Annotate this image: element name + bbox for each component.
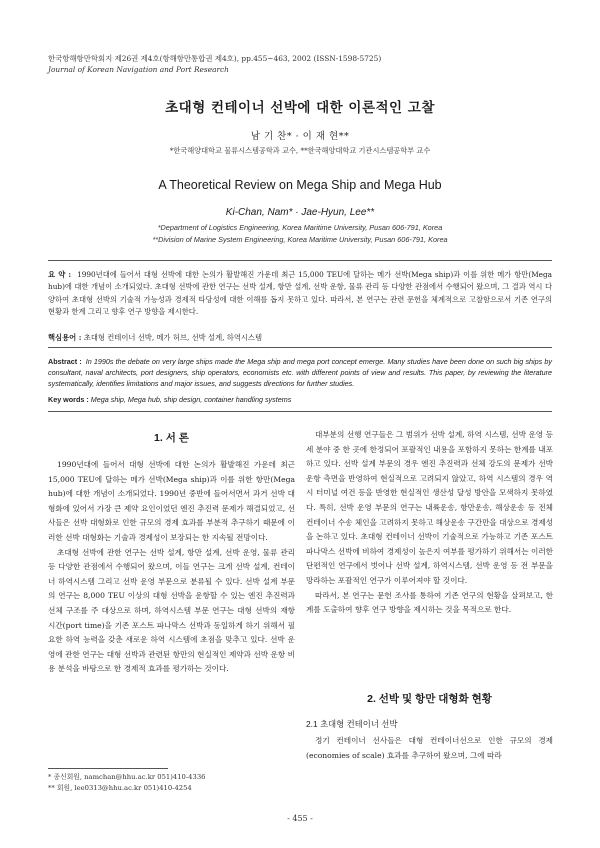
section1-paragraph-1: 1990년대에 들어서 대형 선박에 대한 논의가 활발해진 가운데 최근 15,000 TEU에 달하는 메가 선박(Mega ship)과 이를 위한 항만(Mega hub)에 대한 개념이 소개되었다. 1990년 중반에 들어서면서 과거 선박 대형화에 있어서 가장 큰 제약 요인이었던 엔진 추진력 문제가 해결되었고, 선사들은 선박 대형화로 인한 규모의 경제 효과를 부분적 추구하기 때문에 이러한 선박 대형화는 기술과 경제성이 보장되는 한 지속될 전망이다. xyxy=(48,460,295,542)
paper-title-en: A Theoretical Review on Mega Ship and Mega Hub xyxy=(158,178,442,192)
keywords-ko-text: 초대형 컨테이너 선박, 메가 허브, 선박 설계, 하역시스템 xyxy=(83,333,263,342)
section2-heading: 2. 선박 및 항만 대형화 현황 xyxy=(367,693,492,705)
journal-header xyxy=(48,53,568,75)
keywords-en xyxy=(48,395,552,404)
affiliation-en xyxy=(0,222,600,245)
page-number: - 455 - xyxy=(287,814,313,823)
journal-name-en: Journal of Korean Navigation and Port Research xyxy=(48,65,229,74)
right-paragraph-1: 대부분의 선행 연구들은 그 범위가 선박 설계, 하역 시스템, 선박 운영 등 세 분야 중 한 곳에 한정되어 포괄적인 내용을 포함하지 못하는 한계를 내포하고 있다. 선박 설계 부문의 경우 엔진 추진력과 선체 강도의 문제가 선박운항 측면을 반영하여 현실적으로 고려되지 않았고, 하역 시스템의 경우 역시 터미널 여건 등을 반영한 현실적인 생산성 달성 방안을 모색하지 못하였다. 특히, 선박 운영 부문의 연구는 내륙운송, 항만운송, 해상운송 등 전체 컨테이너 수송 체인을 고려하지 못하고 해상운송 구간만을 대상으로 경제성을 논하고 있다. 초대형 컨테이너 선박이 기술적으로 가능하고 기존 포스트 파나막스 선박에 비하여 경제성이 높은지 여부를 평가하기 위해서는 이러한 단편적인 연구에서 벗어나 선박 설계, 하역시스템, 선박 운영 등 전 부문을 망라하는 포괄적인 연구가 이루어져야 할 것이다. xyxy=(306,430,553,585)
journal-citation: 한국항해항만학회지 제26권 제4호(항해항만통합권 제4호), pp.455~463, 2002 (ISSN-1598-5725) xyxy=(48,54,382,63)
affiliation-en-1: *Department of Logistics Engineering, Korea Maritime University, Pusan 606-791, Korea xyxy=(157,223,443,232)
left-column-body xyxy=(48,458,295,677)
footnote-1: * 종신회원, namchan@hhu.ac.kr 051)410-4336 xyxy=(48,773,206,781)
subsection-2-1-body xyxy=(306,734,553,763)
affiliation-ko: *한국해양대학교 물류시스템공학과 교수, **한국해양대학교 기관시스템공학부 교수 xyxy=(169,146,431,155)
abstract-ko xyxy=(48,269,552,318)
abstract-ko-label: 요 약 : xyxy=(48,270,72,279)
subsection-2-1-paragraph: 정기 컨테이너 선사들은 대형 컨테이너선으로 인한 규모의 경제(economies of scale) 효과를 추구하여 왔으며, 그에 따라 xyxy=(306,736,553,760)
footnote-2: ** 회원, lee0313@hhu.ac.kr 051)410-4254 xyxy=(48,783,192,792)
affiliation-en-2: **Division of Marine System Engineering, Korea Maritime University, Pusan 606-791, Korea xyxy=(152,234,448,244)
footnotes xyxy=(48,772,295,793)
top-divider xyxy=(48,260,552,261)
keywords-en-text: Mega ship, Mega hub, ship design, container handling systems xyxy=(90,395,292,404)
right-column-body xyxy=(306,428,553,618)
right-paragraph-2: 따라서, 본 연구는 문헌 조사를 통하여 기존 연구의 현황을 살펴보고, 한계를 도출하여 향후 연구 방향을 제시하는 것을 목적으로 한다. xyxy=(306,590,553,615)
abstract-en xyxy=(48,356,552,389)
bottom-divider xyxy=(48,411,552,412)
keywords-ko xyxy=(48,333,552,343)
keywords-en-label: Key words : xyxy=(48,395,89,404)
authors-ko: 남 기 찬* · 이 재 현** xyxy=(250,131,350,142)
footnote-divider xyxy=(48,768,168,769)
section1-heading: 1. 서 론 xyxy=(154,432,189,444)
subsection-2-1-heading: 2.1 초대형 컨테이너 선박 xyxy=(306,719,398,729)
section1-paragraph-2: 초대형 선박에 관한 연구는 선박 설계, 항만 설계, 선박 운영, 물류 관리 등 다양한 관점에서 수행되어 왔으며, 이들 연구는 크게 선박 설계, 컨테이너 하역시스템 그리고 선박 운영 부문으로 분류될 수 있다. 선박 설계 부문의 연구는 8,000 TEU 이상의 대형 선박을 운항할 수 있는 엔진 추진력과 선체 구조를 주 대상으로 하며, 하역시스템 부문 연구는 대형 선박의 재항 시간(port time)을 기존 포스트 파나막스 선박과 동일하게 하기 위해서 필요한 하역 능력을 갖춘 새로운 하역 시스템에 초점을 맞추고 있다. 선박 운영에 관한 연구는 대형 선박과 관련된 항만의 현실적인 제약과 선박 운항 비용 분석을 바탕으로 한 경제적 효과를 평가하는 것이다. xyxy=(48,547,295,674)
mid-divider xyxy=(48,347,552,348)
paper-title-ko: 초대형 컨테이너 선박에 대한 이론적인 고찰 xyxy=(165,100,435,116)
abstract-ko-text: 1990년대에 들어서 대형 선박에 대한 논의가 활발해진 가운데 최근 15,000 TEU에 달하는 메가 선박(Mega ship)과 이를 위한 메가 항만(Mega hub)에 대한 개념이 소개되었다. 초대형 선박에 관한 연구는 선박 설계, 항만 설계, 선박 운항, 물류 관리 등 다양한 관점에서 수행되어 왔으며, 그 결과 역시 다양하여 초대형 선박의 기술적 가능성과 경제적 타당성에 대한 이해를 돕지 못하고 있다. 따라서, 본 연구는 관련 문헌을 체계적으로 고찰함으로서 기존 연구의 현황과 한계 그리고 향후 연구 방향을 제시한다. xyxy=(48,270,553,316)
authors-en: Ki-Chan, Nam* · Jae-Hyun, Lee** xyxy=(225,207,375,218)
keywords-ko-label: 핵심용어 : xyxy=(48,333,82,342)
abstract-en-text: In 1990s the debate on very large ships made the Mega ship and mega port concept emerge. Many studies have been done on such big ships by consultant, naval architects, port designers, ship operators, economists etc. with different points of view and results. This paper, by reviewing the literature systematically, identifies limitations and major issues, and suggests directions for further studies. xyxy=(48,357,552,388)
abstract-en-label: Abstract : xyxy=(48,357,82,366)
